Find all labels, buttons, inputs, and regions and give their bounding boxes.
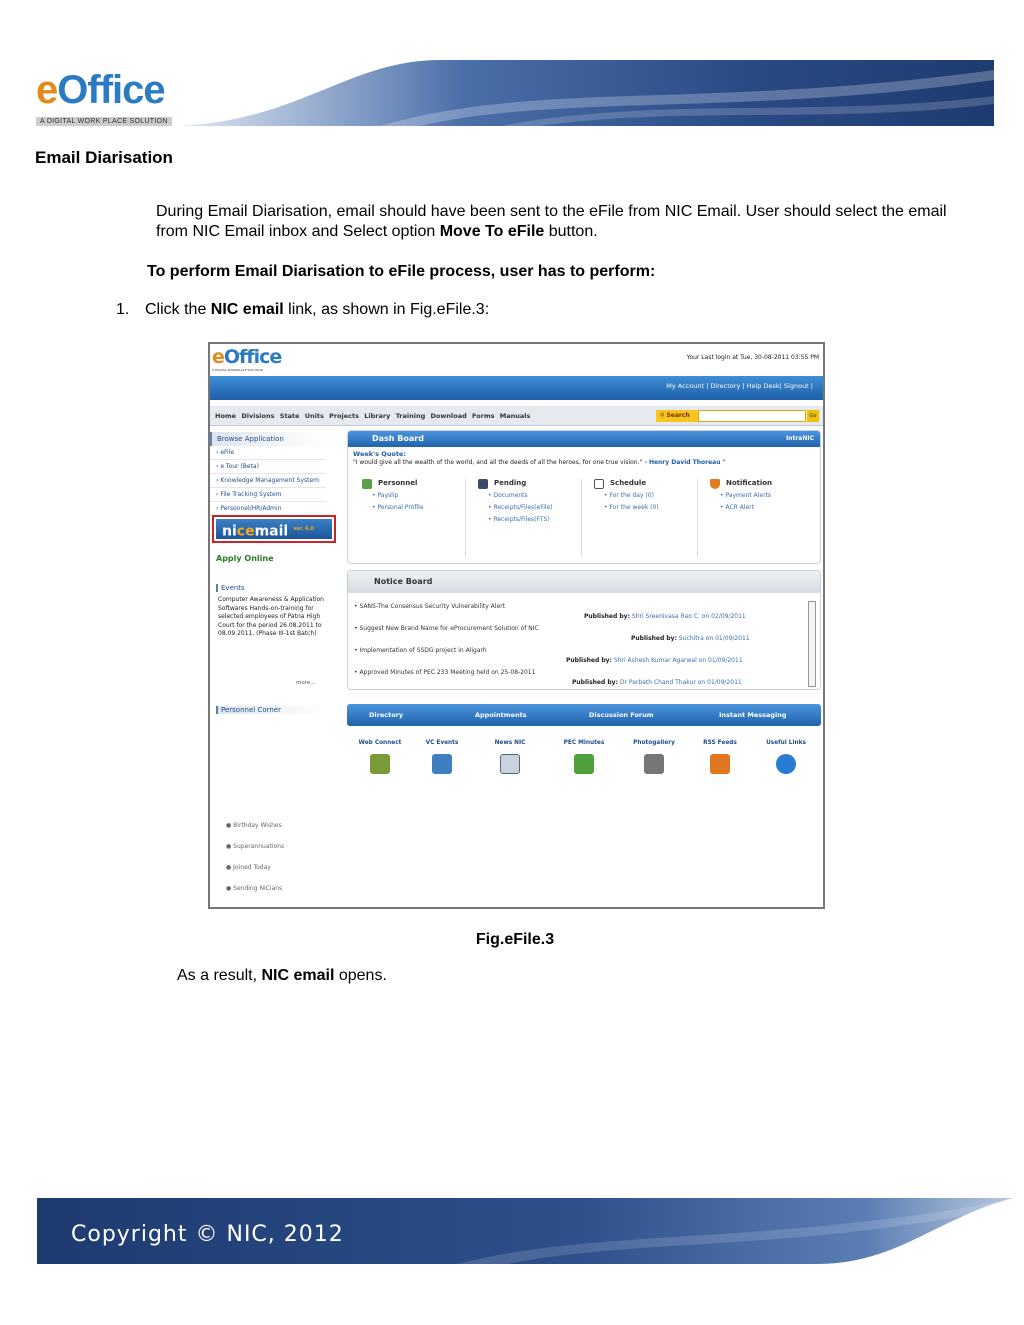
fig-notice-item: • Approved Minutes of PEC 233 Meeting held on 25-08-2011 [354,669,536,676]
copyright-text: Copyright © NIC, 2012 [71,1222,344,1247]
fig-nav-items: Home Divisions State Units Projects Library Training Download Forms Manuals [215,412,531,420]
fig-personnel-heading: Personnel Corner [216,706,324,714]
fig-account-links: My Account | Directory | Help Desk| Signout | [666,382,813,390]
pending-icon [478,479,488,489]
fig-dashboard-bar: Dash Board IntraNIC [348,431,820,447]
info-icon [776,754,796,774]
fig-intranic-label: IntraNIC [785,435,814,442]
fig-quick-photogallery: Photogallery [624,740,684,774]
fig-quick-rss-feeds: RSS Feeds [690,740,750,774]
fig-notice-item: • Suggest New Brand Name for eProcurement Solution of NIC [354,625,539,632]
fig-dash-item: • Documents [488,492,528,499]
fig-dash-item: • Receipts/Files(eFile) [488,504,553,511]
page-footer-banner [37,1198,1013,1264]
fig-dash-item: • Receipts/Files(FTS) [488,516,550,523]
fig-dash-column-notification: Notification • Payment Alerts • ACR Alert [698,479,814,557]
fig-left-sidebar [210,430,326,909]
fig-search-label: ⚲ Search [656,410,698,422]
fig-events-text: Computer Awareness & Application Softwares Hands-on-training for selected employees of Patna High Court for the period 26.08.2011 to 08.09.2011. (Phase III-1st Batch) [218,596,324,637]
figure-caption: Fig.eFile.3 [475,931,555,948]
fig-notice-item: • Implementation of SSDG project in Aligarh [354,647,487,654]
fig-instant-messaging-link: Instant Messaging [719,711,787,719]
fig-menu-item: › Knowledge Management System [210,474,326,488]
vc-events-icon [432,754,452,774]
notification-shield-icon [710,479,720,489]
fig-logo-tagline: A DIGITAL WORKPLACE SOLUTION [212,368,263,372]
fig-directory-link: Directory [369,711,404,719]
fig-nicemail-link-highlight [212,515,336,543]
fig-personnel-item: ● Joined Today [226,864,271,871]
schedule-icon [594,479,604,489]
fig-events-heading: Events [216,584,324,592]
fig-notice-board [347,570,821,690]
fig-search-input [698,410,806,422]
logo-tagline: A DIGITAL WORK PLACE SOLUTION [36,117,172,126]
pec-minutes-icon [574,754,594,774]
personnel-icon [362,479,372,489]
fig-notice-item: • SANS-The Consensus Security Vulnerability Alert [354,603,505,610]
fig-nav-bar [210,406,823,426]
fig-appointments-link: Appointments [475,711,527,719]
section-heading: Email Diarisation [35,148,173,167]
eoffice-logo: eOffice A DIGITAL WORK PLACE SOLUTION [36,70,186,128]
fig-dash-item: • For the day (0) [604,492,654,499]
fig-search-go-button: Go [807,410,819,422]
eoffice-screenshot-figure [208,342,825,909]
fig-quick-useful-links: Useful Links [756,740,816,774]
fig-notice-published: Published by: Dr Parbath Chand Thakur on 01/09/2011 [572,679,742,686]
fig-dash-column-schedule: Schedule • For the day (0) • For the week (0) [582,479,698,557]
fig-events-more: more... [296,680,316,686]
result-line: As a result, NIC email opens. [177,967,387,984]
fig-dash-item: • Personal Profile [372,504,424,511]
fig-top-strip [210,344,823,376]
fig-bottom-bar [347,704,821,726]
fig-dash-column-personnel: Personnel • Payslip • Personal Profile [350,479,466,557]
fig-apply-online: Apply Online [216,554,274,563]
rss-icon [710,754,730,774]
fig-browse-head: Browse Application [210,432,326,446]
fig-menu-item: › e Tour (Beta) [210,460,326,474]
fig-dash-column-pending: Pending • Documents • Receipts/Files(eFile) • Receipts/Files(FTS) [466,479,582,557]
fig-notice-scrollbar [808,601,816,687]
fig-dashboard-panel [347,430,821,564]
fig-personnel-item: ● Birthday Wishes [226,822,282,829]
fig-notice-bar: Notice Board [348,571,820,593]
fig-menu-item: › File Tracking System [210,488,326,502]
fig-quote-heading: Week's Quote: [353,450,406,458]
fig-nicemail-banner: nicemail $^{ver. 6.0}$ [216,519,332,539]
fig-menu-item: › Personnel/HR/Admin [210,502,326,516]
fig-personnel-item: ● Superannuations [226,843,285,850]
fig-dash-item: • ACR Alert [720,504,754,511]
header-swoosh-graphic [180,60,994,126]
procedure-heading: To perform Email Diarisation to eFile process, user has to perform: [147,263,656,280]
fig-personnel-item: ● Sending NICians [226,885,283,892]
web-connect-icon [370,754,390,774]
fig-last-login: Your Last login at Tue, 30-08-2011 03:55 PM [686,354,819,361]
fig-quote-text: "I would give all the wealth of the world, and all the deeds of all the heroes, for one true vision." - Henry David Thoreau " [353,459,726,466]
fig-notice-published: Published by: Shri Sreenivasa Rao C. on 02/09/2011 [584,613,746,620]
fig-quick-news-nic: News NIC [480,740,540,774]
fig-dash-item: • Payment Alerts [720,492,772,499]
fig-notice-published: Published by: Suchitra on 01/09/2011 [631,635,750,642]
step-1: 1. Click the NIC email link, as shown in Fig.eFile.3: [116,301,490,318]
fig-dash-item: • For the week (0) [604,504,659,511]
fig-quick-web-connect: Web Connect [350,740,410,774]
fig-eoffice-logo: eOffice [212,346,282,368]
page-header-banner [30,56,994,128]
news-icon [500,754,520,774]
fig-quick-vc-events: VC Events [412,740,472,774]
fig-dash-item: • Payslip [372,492,399,499]
fig-discussion-forum-link: Discussion Forum [589,711,654,719]
intro-paragraph: During Email Diarisation, email should have been sent to the eFile from NIC Email. User should select the email from NIC Email inbox and Select option Move To eFile button. [156,203,947,240]
photogallery-icon [644,754,664,774]
fig-menu-item: › eFile [210,446,326,460]
fig-quick-pec-minutes: PEC Minutes [554,740,614,774]
fig-notice-published: Published by: Shri Ashesh Kumar Agarwal on 01/09/2011 [566,657,743,664]
